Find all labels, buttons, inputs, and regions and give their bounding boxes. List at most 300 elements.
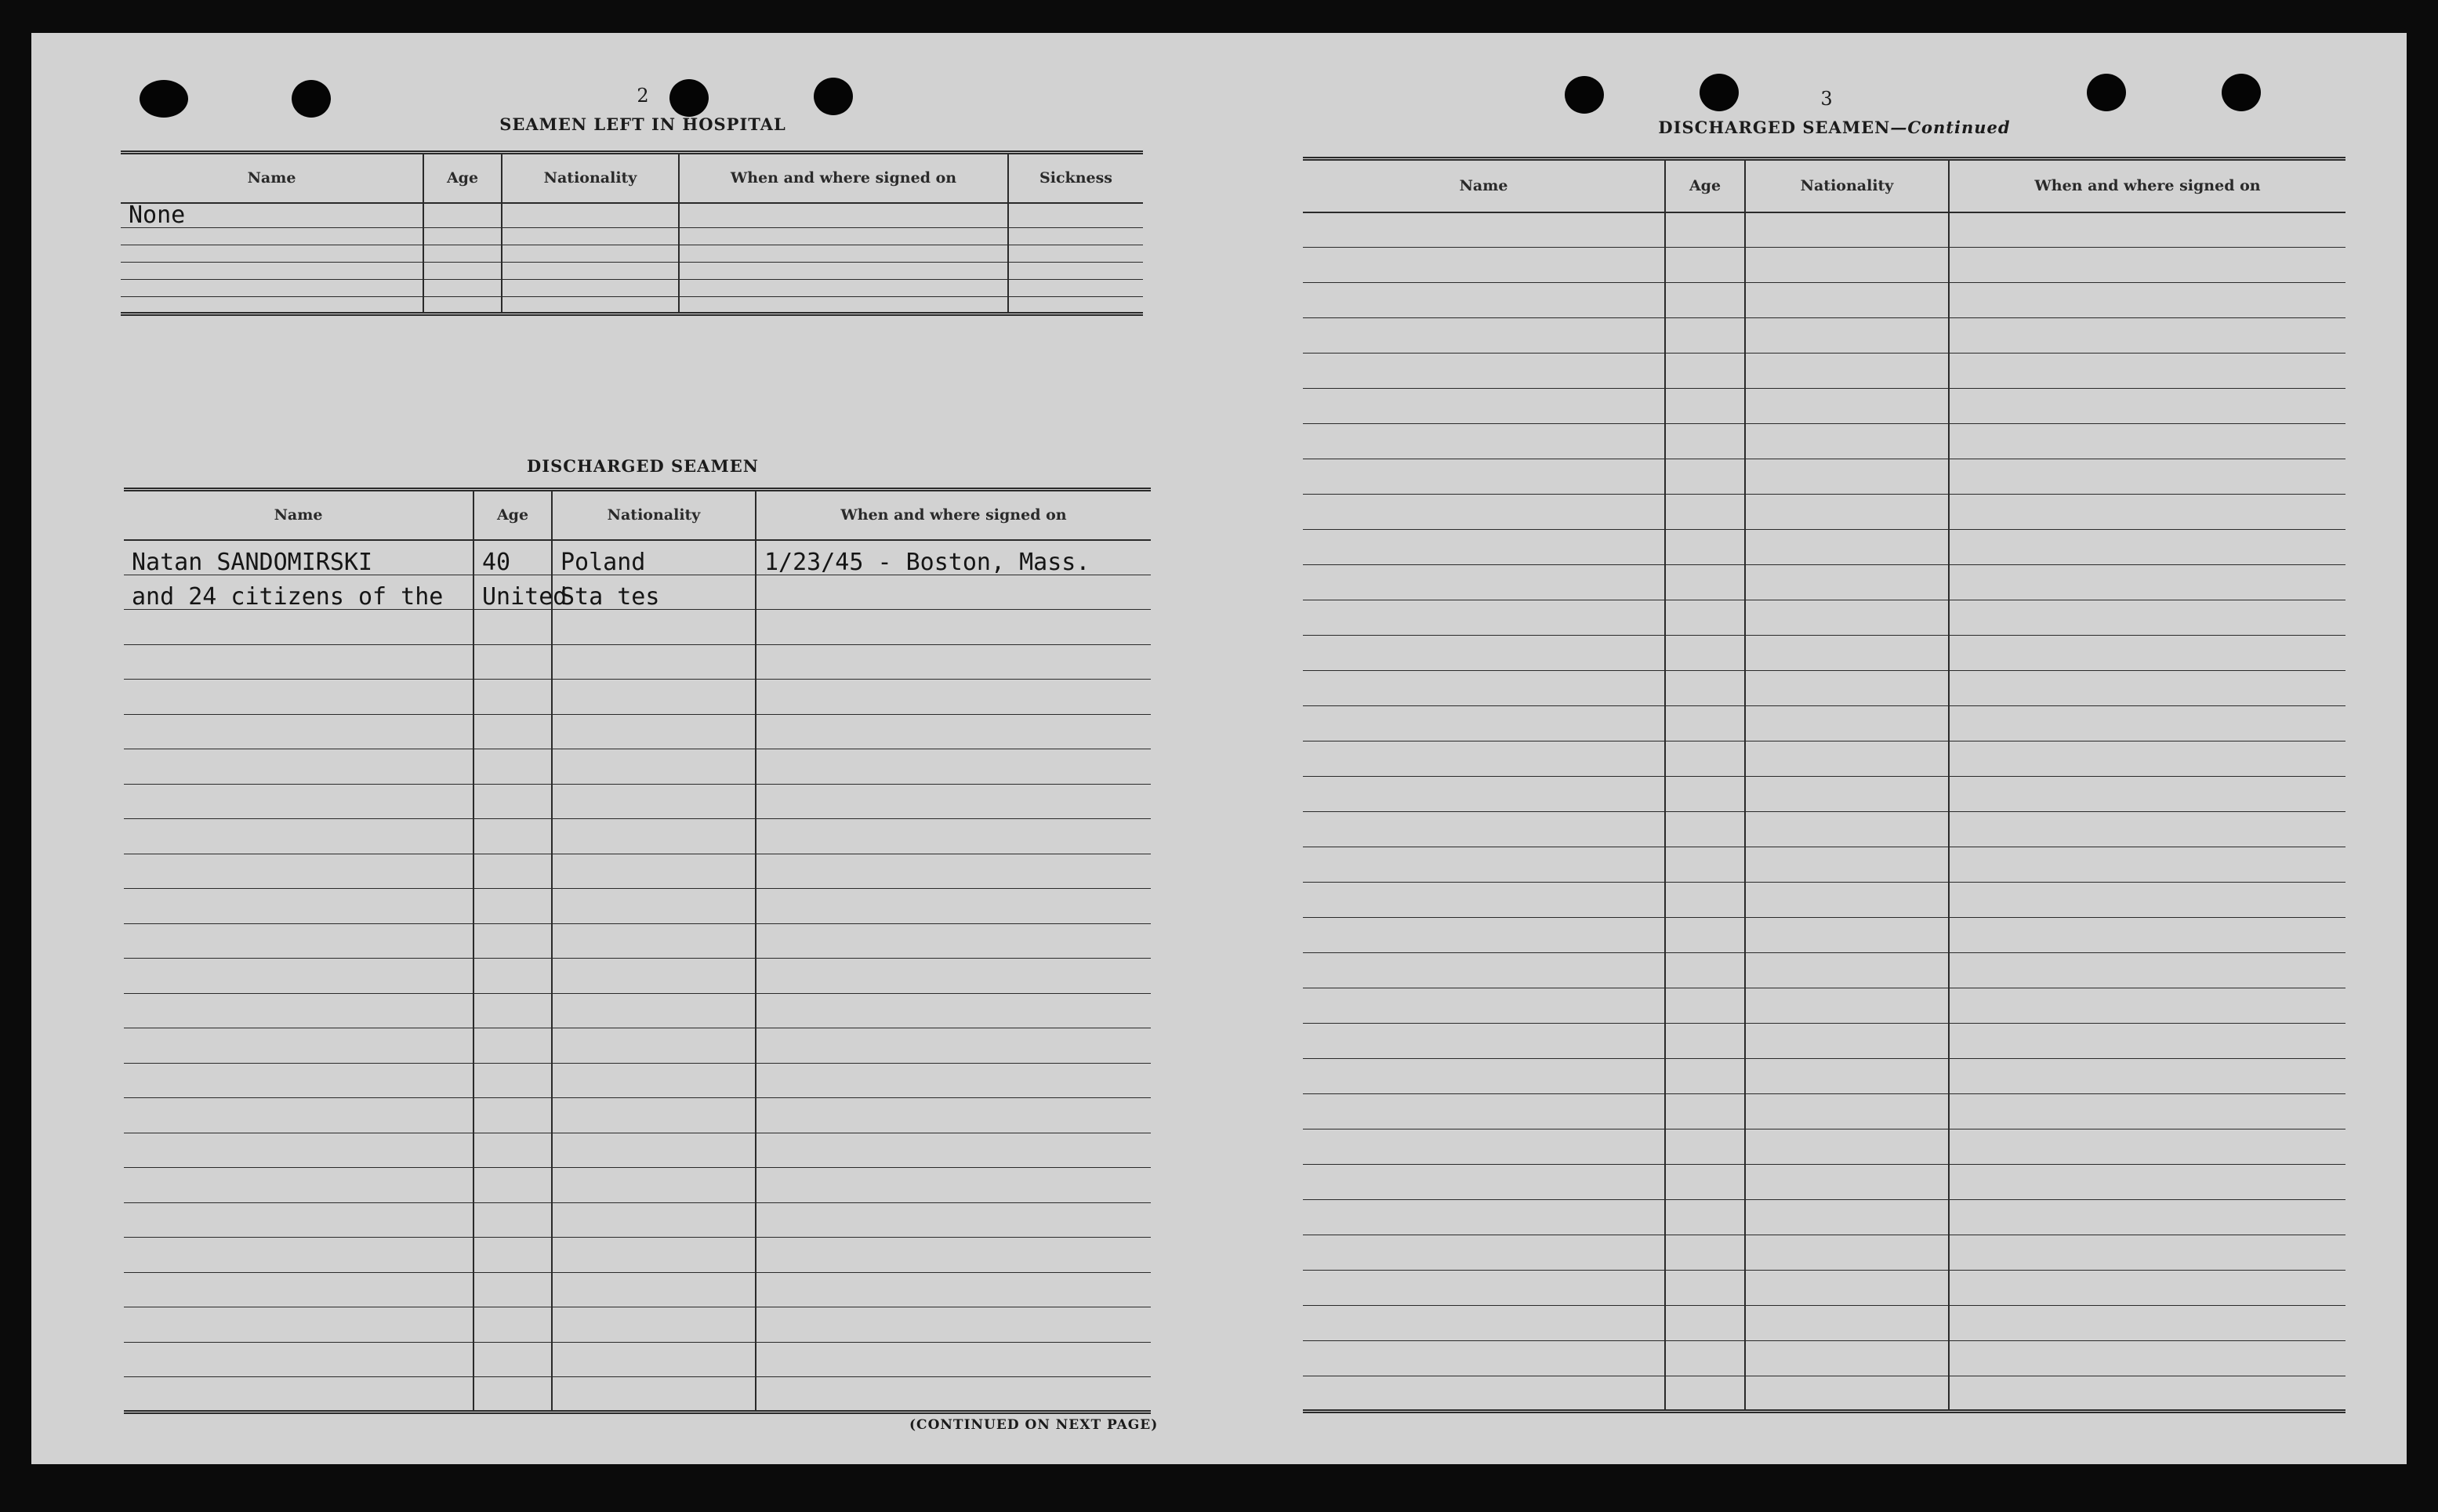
hospital-cell: [502, 262, 679, 279]
continued-cell: [1949, 918, 2345, 953]
continued-row: [1303, 1306, 2345, 1341]
discharged-row: [124, 575, 1151, 610]
continued-cell: [1745, 918, 1949, 953]
continued-row: [1303, 1200, 2345, 1235]
continued-cell: [1303, 741, 1665, 777]
continued-cell: [1745, 600, 1949, 636]
discharged-row: [124, 1272, 1151, 1307]
continued-cell: [1949, 565, 2345, 600]
continued-cell: [1949, 1376, 2345, 1412]
continued-cell: [1665, 1235, 1745, 1271]
continued-cell: [1949, 424, 2345, 459]
discharged-cell: [473, 1168, 552, 1203]
hospital-cell: [502, 203, 679, 228]
continued-cell: [1745, 1094, 1949, 1129]
discharged-cell: [756, 1063, 1151, 1098]
continued-cell: [1303, 1341, 1665, 1376]
continued-cell: [1949, 600, 2345, 636]
discharged-cell: [124, 993, 473, 1028]
continued-cell: [1949, 459, 2345, 495]
discharged-cell: [756, 1307, 1151, 1343]
continued-cell: [1665, 1271, 1745, 1306]
continued-cell: [1745, 565, 1949, 600]
discharged-cell: [756, 959, 1151, 994]
hospital-cell: [1008, 245, 1143, 262]
continued-row: [1303, 706, 2345, 741]
discharged-cell: [124, 1098, 473, 1133]
discharged-row: [124, 1307, 1151, 1343]
continued-cell: [1745, 1271, 1949, 1306]
hospital-row: [121, 227, 1143, 245]
continued-cell: [1303, 1129, 1665, 1165]
discharged-cell: [473, 1028, 552, 1064]
discharged-cell: [473, 1063, 552, 1098]
discharged-continued-table: [1303, 157, 2345, 1413]
discharged-cell: [756, 610, 1151, 645]
hospital-col-header: Age: [423, 153, 502, 203]
discharged-continued-title-main: DISCHARGED SEAMEN: [1658, 118, 1891, 137]
discharged-cell: [552, 644, 756, 680]
discharged-table: [124, 488, 1151, 1414]
continued-cell: [1949, 283, 2345, 318]
continued-cell: [1745, 1024, 1949, 1059]
continued-cell: [1665, 1306, 1745, 1341]
continued-cell: [1303, 283, 1665, 318]
continued-cell: [1303, 1165, 1665, 1200]
continued-cell: [1303, 600, 1665, 636]
continued-cell: [1665, 883, 1745, 918]
continued-cell: [1665, 812, 1745, 847]
continued-cell: [1303, 953, 1665, 988]
hospital-section-title: SEAMEN LEFT IN HOSPITAL: [499, 114, 786, 134]
discharged-cell: [473, 1307, 552, 1343]
hospital-col-header: Nationality: [502, 153, 679, 203]
discharged-cell: [473, 819, 552, 854]
continued-cell: [1303, 565, 1665, 600]
discharged-cell: [552, 854, 756, 889]
hospital-row: [121, 203, 1143, 228]
continued-cell: [1665, 741, 1745, 777]
hospital-cell: [1008, 296, 1143, 314]
continued-cell: [1745, 1165, 1949, 1200]
discharged-row: [124, 714, 1151, 749]
continued-cell: [1745, 318, 1949, 354]
punch-hole-7: [2087, 74, 2126, 111]
continued-row: [1303, 459, 2345, 495]
continued-cell: [1665, 1059, 1745, 1094]
continued-cell: [1303, 389, 1665, 424]
discharged-row: [124, 610, 1151, 645]
discharged-row: [124, 784, 1151, 819]
continued-cell: [1949, 988, 2345, 1024]
continued-cell: [1665, 354, 1745, 389]
punch-hole-6: [1700, 74, 1739, 111]
continued-cell: [1665, 777, 1745, 812]
continued-cell: [1745, 988, 1949, 1024]
discharged-cell: [473, 610, 552, 645]
discharged-cell: [756, 680, 1151, 715]
page-number-right: 3: [1820, 88, 1833, 110]
punch-hole-8: [2222, 74, 2261, 111]
punch-hole-4: [814, 78, 853, 115]
discharged-cell: [124, 1307, 473, 1343]
continued-cell: [1745, 424, 1949, 459]
continued-row: [1303, 1235, 2345, 1271]
discharged-cell: [552, 610, 756, 645]
discharged-cell: [552, 889, 756, 924]
discharged-cell: [552, 1238, 756, 1273]
discharged-cell: [552, 923, 756, 959]
discharged-cell: [756, 1342, 1151, 1377]
continued-cell: [1303, 354, 1665, 389]
discharged-col-header: Nationality: [552, 490, 756, 540]
continued-row: [1303, 1129, 2345, 1165]
continued-row: [1303, 1094, 2345, 1129]
discharged-cell: [124, 1168, 473, 1203]
continued-row: [1303, 1376, 2345, 1412]
discharged-cell: [756, 1202, 1151, 1238]
continued-row: [1303, 495, 2345, 530]
continued-cell: [1745, 1376, 1949, 1412]
punch-hole-1: [140, 80, 188, 118]
discharged-cell: [552, 714, 756, 749]
continued-cell: [1949, 1094, 2345, 1129]
discharged-cell: and 24 citizens of the: [124, 575, 473, 610]
discharged-col-header: Name: [124, 490, 473, 540]
continued-cell: [1303, 1094, 1665, 1129]
discharged-cell: [552, 1098, 756, 1133]
continued-cell: [1665, 248, 1745, 283]
discharged-cell: [756, 1377, 1151, 1412]
hospital-cell: [121, 227, 423, 245]
continued-row: [1303, 777, 2345, 812]
discharged-cell: [552, 819, 756, 854]
continued-cell: [1303, 248, 1665, 283]
discharged-cell: [473, 1272, 552, 1307]
continued-cell: [1745, 354, 1949, 389]
discharged-row: [124, 819, 1151, 854]
discharged-row: [124, 923, 1151, 959]
continued-row: [1303, 741, 2345, 777]
continued-cell: [1665, 530, 1745, 565]
continued-row: [1303, 671, 2345, 706]
discharged-cell: Poland: [552, 540, 756, 575]
continued-cell: [1745, 1306, 1949, 1341]
continued-cell: [1303, 1059, 1665, 1094]
continued-cell: [1303, 988, 1665, 1024]
discharged-cell: [552, 680, 756, 715]
continued-col-header: Nationality: [1745, 159, 1949, 212]
continued-cell: [1303, 812, 1665, 847]
hospital-col-header: Name: [121, 153, 423, 203]
discharged-cell: [124, 784, 473, 819]
continued-cell: [1665, 600, 1745, 636]
hospital-cell: None: [121, 203, 423, 228]
discharged-cell: [473, 644, 552, 680]
continued-cell: [1949, 495, 2345, 530]
continued-cell: [1949, 248, 2345, 283]
continued-cell: [1745, 741, 1949, 777]
discharged-cell: [124, 959, 473, 994]
hospital-cell: [1008, 279, 1143, 296]
continued-cell: [1745, 812, 1949, 847]
hospital-row: [121, 262, 1143, 279]
discharged-cell: [473, 889, 552, 924]
hospital-cell: [679, 245, 1008, 262]
continued-cell: [1303, 318, 1665, 354]
hospital-cell: [1008, 203, 1143, 228]
continued-cell: [1665, 495, 1745, 530]
hospital-cell: [679, 296, 1008, 314]
continued-cell: [1665, 988, 1745, 1024]
continued-row: [1303, 248, 2345, 283]
continued-cell: [1745, 248, 1949, 283]
continued-col-header: Age: [1665, 159, 1745, 212]
continued-row: [1303, 636, 2345, 671]
continued-cell: [1949, 883, 2345, 918]
hospital-table: [121, 150, 1143, 316]
continued-cell: [1745, 212, 1949, 248]
discharged-cell: [124, 889, 473, 924]
discharged-cell: [552, 749, 756, 785]
continued-cell: [1949, 1129, 2345, 1165]
continued-cell: [1665, 459, 1745, 495]
discharged-cell: [756, 1028, 1151, 1064]
discharged-cell: [124, 1063, 473, 1098]
hospital-cell: [679, 227, 1008, 245]
punch-hole-3: [669, 79, 709, 117]
continued-cell: [1949, 1271, 2345, 1306]
discharged-cell: [473, 680, 552, 715]
discharged-cell: [124, 644, 473, 680]
hospital-cell: [121, 262, 423, 279]
punch-hole-5: [1565, 76, 1604, 114]
discharged-cell: [124, 854, 473, 889]
discharged-section-title: DISCHARGED SEAMEN: [527, 456, 759, 476]
continued-row: [1303, 918, 2345, 953]
discharged-row: [124, 680, 1151, 715]
continued-cell: [1665, 918, 1745, 953]
hospital-cell: [423, 296, 502, 314]
continued-cell: [1745, 706, 1949, 741]
discharged-cell: [473, 1238, 552, 1273]
continued-cell: [1303, 883, 1665, 918]
discharged-continued-title: [1568, 118, 2101, 137]
continued-row: [1303, 1024, 2345, 1059]
continued-cell: [1665, 1129, 1745, 1165]
discharged-cell: [756, 819, 1151, 854]
hospital-cell: [423, 227, 502, 245]
continued-col-header: Name: [1303, 159, 1665, 212]
hospital-cell: [502, 245, 679, 262]
continued-row: [1303, 389, 2345, 424]
continued-cell: [1303, 1235, 1665, 1271]
discharged-cell: [756, 1098, 1151, 1133]
discharged-cell: [124, 1202, 473, 1238]
discharged-row: [124, 1063, 1151, 1098]
discharged-cell: [552, 1377, 756, 1412]
continued-cell: [1949, 953, 2345, 988]
hospital-cell: [502, 227, 679, 245]
continued-cell: [1303, 847, 1665, 883]
discharged-row: [124, 1098, 1151, 1133]
continued-cell: [1303, 1271, 1665, 1306]
continued-cell: [1745, 495, 1949, 530]
continued-col-header: When and where signed on: [1949, 159, 2345, 212]
continued-cell: [1949, 1235, 2345, 1271]
continued-cell: [1949, 389, 2345, 424]
continued-cell: [1949, 1165, 2345, 1200]
discharged-cell: United: [473, 575, 552, 610]
discharged-cell: [552, 1272, 756, 1307]
continued-cell: [1949, 1059, 2345, 1094]
discharged-row: [124, 993, 1151, 1028]
continued-cell: [1665, 424, 1745, 459]
discharged-row: [124, 1133, 1151, 1168]
continued-cell: [1949, 1306, 2345, 1341]
discharged-row: [124, 1238, 1151, 1273]
continued-cell: [1665, 283, 1745, 318]
hospital-cell: [423, 279, 502, 296]
continued-cell: [1949, 812, 2345, 847]
continued-cell: [1745, 1200, 1949, 1235]
continued-cell: [1949, 706, 2345, 741]
discharged-cell: Natan SANDOMIRSKI: [124, 540, 473, 575]
discharged-cell: [473, 1377, 552, 1412]
discharged-cell: [124, 1342, 473, 1377]
continued-cell: [1949, 741, 2345, 777]
discharged-col-header: Age: [473, 490, 552, 540]
discharged-cell: [552, 1168, 756, 1203]
discharged-row: [124, 1168, 1151, 1203]
discharged-cell: [124, 1133, 473, 1168]
continued-cell: [1745, 530, 1949, 565]
continued-cell: [1949, 354, 2345, 389]
discharged-row: [124, 1028, 1151, 1064]
discharged-row: [124, 1342, 1151, 1377]
continued-cell: [1665, 1376, 1745, 1412]
discharged-cell: [552, 1202, 756, 1238]
page-number-left: 2: [637, 85, 649, 107]
continued-cell: [1745, 953, 1949, 988]
continued-row: [1303, 565, 2345, 600]
discharged-col-header: When and where signed on: [756, 490, 1151, 540]
continued-cell: [1949, 847, 2345, 883]
continued-cell: [1745, 883, 1949, 918]
continued-cell: [1303, 1306, 1665, 1341]
continued-cell: [1745, 1129, 1949, 1165]
discharged-cell: [473, 749, 552, 785]
document-spread: [31, 33, 2407, 1464]
continued-row: [1303, 847, 2345, 883]
continued-cell: [1745, 636, 1949, 671]
hospital-cell: [1008, 262, 1143, 279]
continued-cell: [1303, 1200, 1665, 1235]
continued-row: [1303, 1059, 2345, 1094]
discharged-cell: [756, 889, 1151, 924]
continued-cell: [1745, 283, 1949, 318]
discharged-cell: [552, 959, 756, 994]
discharged-cell: [473, 1342, 552, 1377]
continued-cell: [1303, 495, 1665, 530]
discharged-cell: [124, 1377, 473, 1412]
discharged-cell: [124, 714, 473, 749]
discharged-cell: [756, 784, 1151, 819]
discharged-cell: [124, 1238, 473, 1273]
discharged-cell: [124, 610, 473, 645]
hospital-cell: [679, 262, 1008, 279]
hospital-cell: [502, 296, 679, 314]
continued-cell: [1665, 706, 1745, 741]
continued-row: [1303, 354, 2345, 389]
continued-cell: [1665, 953, 1745, 988]
discharged-cell: [552, 1063, 756, 1098]
hospital-cell: [423, 262, 502, 279]
hospital-cell: [423, 203, 502, 228]
continued-row: [1303, 600, 2345, 636]
continued-row: [1303, 283, 2345, 318]
hospital-cell: [121, 245, 423, 262]
hospital-col-header: Sickness: [1008, 153, 1143, 203]
discharged-cell: [756, 854, 1151, 889]
continued-cell: [1745, 1059, 1949, 1094]
discharged-cell: 40: [473, 540, 552, 575]
hospital-col-header: When and where signed on: [679, 153, 1008, 203]
continued-cell: [1665, 318, 1745, 354]
hospital-cell: [679, 203, 1008, 228]
discharged-row: [124, 749, 1151, 785]
continued-cell: [1303, 424, 1665, 459]
continued-cell: [1745, 847, 1949, 883]
discharged-cell: [552, 1133, 756, 1168]
continued-row: [1303, 812, 2345, 847]
discharged-cell: [473, 993, 552, 1028]
continued-cell: [1665, 1165, 1745, 1200]
punch-hole-2: [292, 80, 331, 118]
continued-cell: [1949, 636, 2345, 671]
continued-row: [1303, 1165, 2345, 1200]
continued-cell: [1949, 318, 2345, 354]
discharged-cell: [552, 1028, 756, 1064]
discharged-cell: [756, 714, 1151, 749]
discharged-cell: [756, 1168, 1151, 1203]
continued-cell: [1949, 1024, 2345, 1059]
continued-cell: [1303, 459, 1665, 495]
continued-row: [1303, 988, 2345, 1024]
continued-cell: [1665, 565, 1745, 600]
continued-cell: [1665, 636, 1745, 671]
hospital-cell: [1008, 227, 1143, 245]
discharged-cell: [756, 575, 1151, 610]
continued-row: [1303, 953, 2345, 988]
continued-cell: [1303, 530, 1665, 565]
continued-row: [1303, 1271, 2345, 1306]
hospital-cell: [423, 245, 502, 262]
continued-row: [1303, 212, 2345, 248]
continued-cell: [1949, 777, 2345, 812]
discharged-cell: [124, 680, 473, 715]
continued-cell: [1303, 777, 1665, 812]
discharged-cell: Sta tes: [552, 575, 756, 610]
continued-cell: [1303, 1376, 1665, 1412]
continued-cell: [1303, 1024, 1665, 1059]
continued-cell: [1303, 918, 1665, 953]
hospital-cell: [679, 279, 1008, 296]
discharged-cell: [473, 923, 552, 959]
discharged-row: [124, 644, 1151, 680]
hospital-row: [121, 296, 1143, 314]
continued-cell: [1949, 530, 2345, 565]
